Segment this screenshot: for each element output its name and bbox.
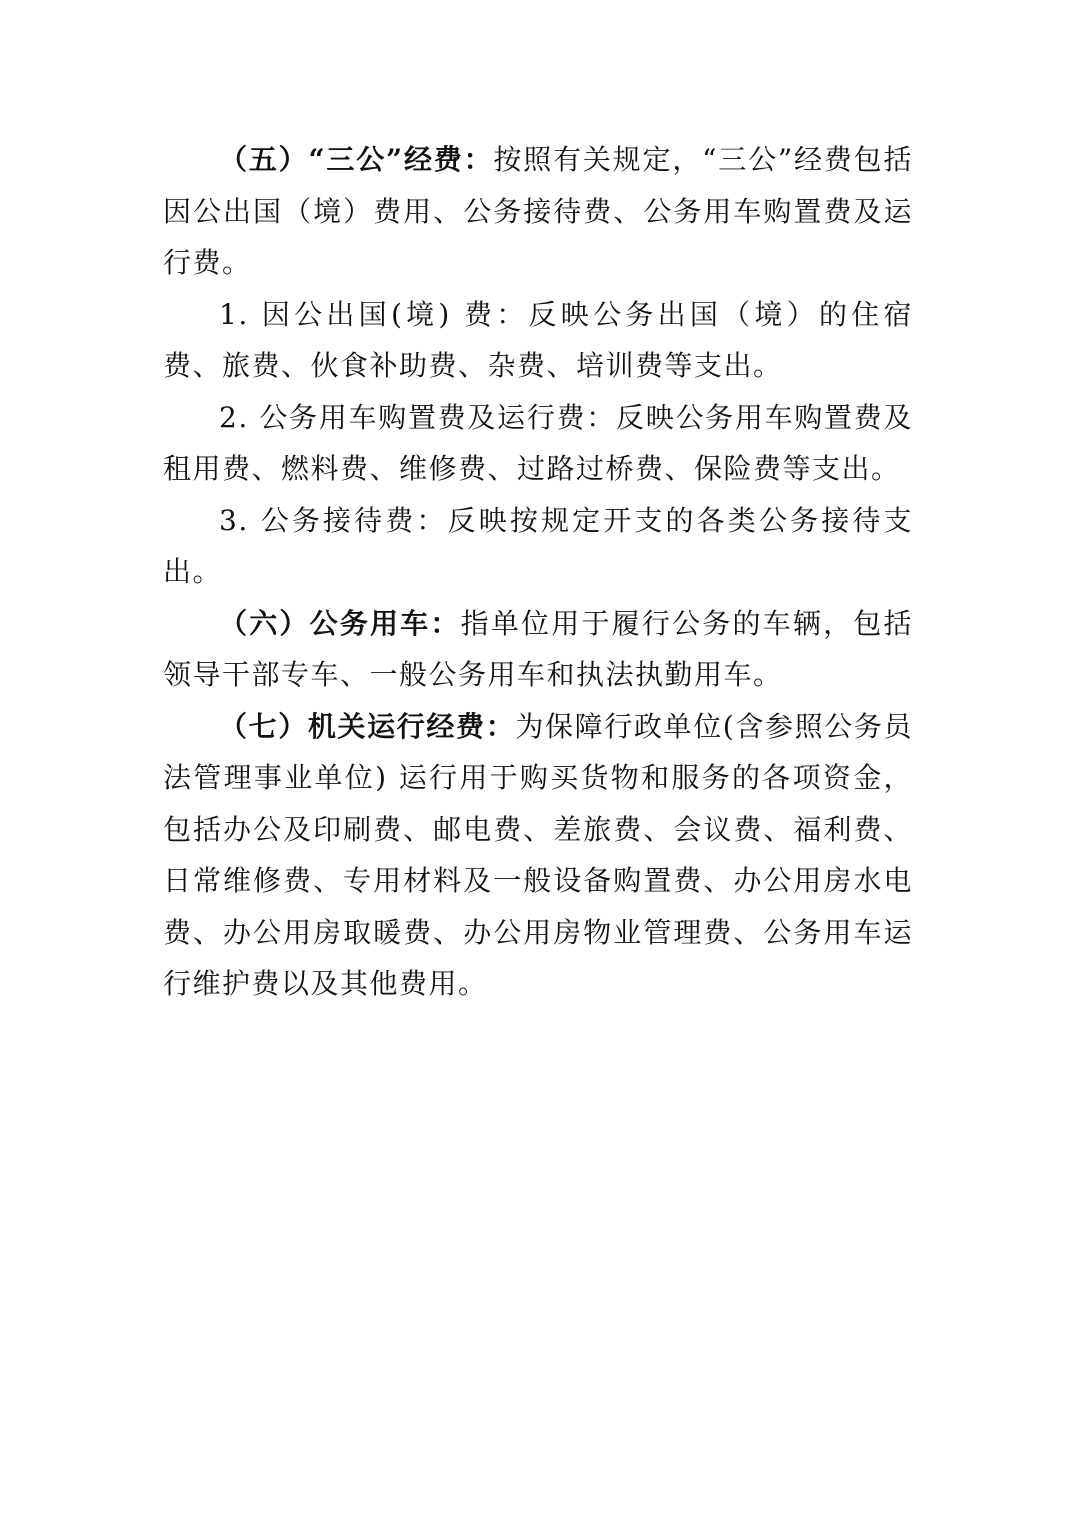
paragraph-heading: （六）公务用车： bbox=[219, 606, 461, 640]
paragraph-text: 按照有关规定，“三公”经费包括因公出国（境）费用、公务接待费、公务用车购置费及运行费。 bbox=[163, 143, 913, 279]
paragraph-text: 2. 公务用车购置费及运行费：反映公务用车购置费及租用费、燃料费、维修费、过路过桥费、保险费等支出。 bbox=[163, 400, 913, 485]
paragraph-official-reception-fees bbox=[163, 495, 913, 598]
paragraph-overseas-travel-fees bbox=[163, 289, 913, 392]
paragraph-heading: （五）“三公”经费： bbox=[219, 143, 494, 176]
paragraph-text: 3. 公务接待费：反映按规定开支的各类公务接待支出。 bbox=[163, 503, 913, 588]
paragraph-heading: （七）机关运行经费： bbox=[219, 709, 516, 743]
paragraph-san-gong-funds bbox=[163, 134, 913, 289]
document-body bbox=[163, 134, 913, 1010]
paragraph-text: 1. 因公出国(境) 费：反映公务出国（境）的住宿费、旅费、伙食补助费、杂费、培训费等支出。 bbox=[163, 297, 913, 382]
paragraph-text: 为保障行政单位(含参照公务员法管理事业单位) 运行用于购买货物和服务的各项资金，包括办公及印刷费、邮电费、差旅费、会议费、福利费、日常维修费、专用材料及一般设备购置费、办公用房水电费、办公用房取暖费、办公用房物业管理费、公务用车运行维护费以及其他费用。 bbox=[163, 709, 913, 1000]
paragraph-text: 指单位用于履行公务的车辆，包括领导干部专车、一般公务用车和执法执勤用车。 bbox=[163, 606, 913, 691]
paragraph-agency-operating-funds bbox=[163, 701, 913, 1010]
paragraph-vehicle-purchase-operation-fees bbox=[163, 392, 913, 495]
paragraph-official-vehicles bbox=[163, 598, 913, 701]
